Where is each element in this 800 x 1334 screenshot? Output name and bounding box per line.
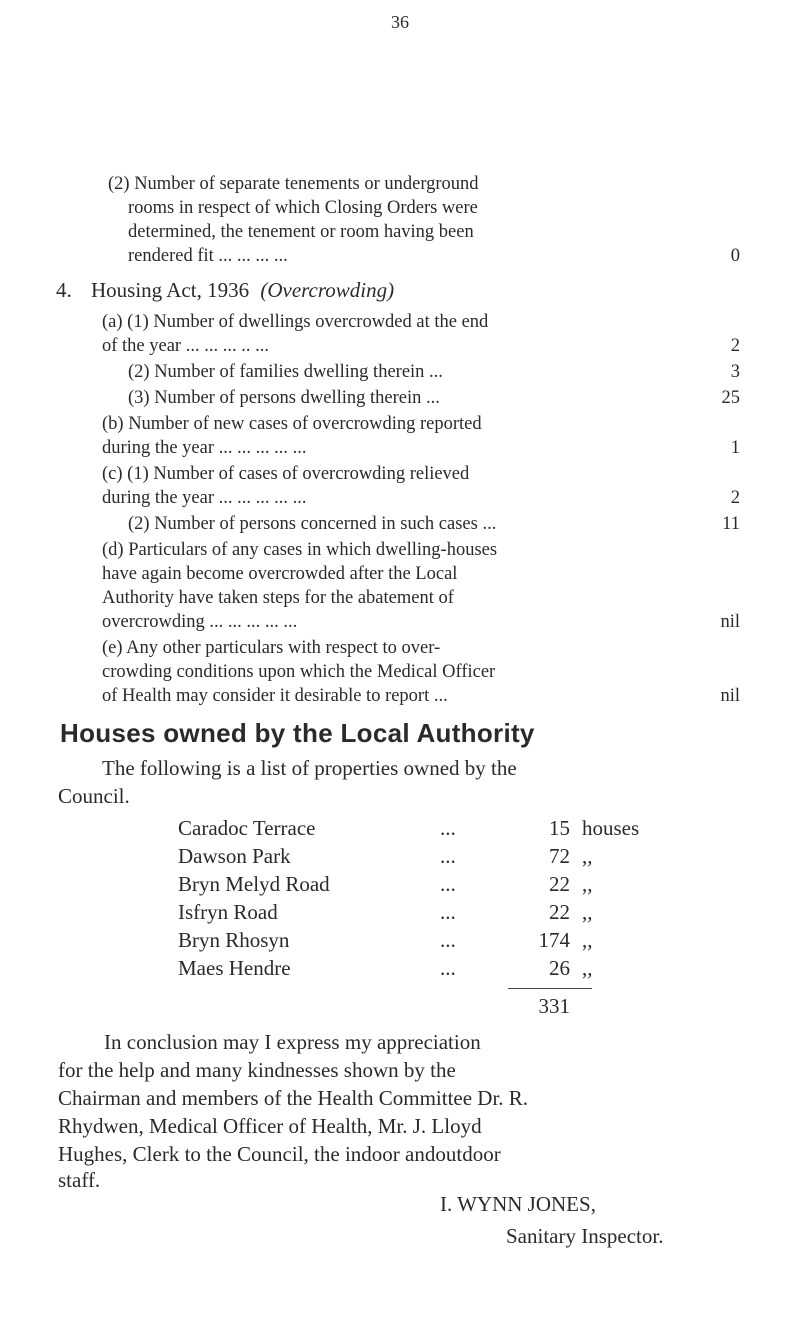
houses-intro-line-1: The following is a list of properties owned by the [102,756,517,780]
conclusion-line-3: Chairman and members of the Health Committee Dr. R. [58,1086,529,1110]
property-name: Bryn Melyd Road [178,872,330,896]
property-unit: houses [582,816,640,840]
property-count: 15 [549,816,570,840]
property-count: 174 [538,928,570,952]
conclusion-line-1: In conclusion may I express my appreciation [104,1030,481,1054]
property-count: 22 [549,872,570,896]
property-unit: ,, [582,844,593,868]
d-value: nil [720,612,740,632]
conclusion-line-2: for the help and many kindnesses shown by the [58,1058,456,1082]
c1-value: 2 [730,488,740,508]
houses-heading: Houses owned by the Local Authority [60,718,535,748]
c2-line-1: (2) Number of persons concerned in such cases ... [128,514,497,534]
section-4-heading [56,276,394,304]
signature-title: Sanitary Inspector. [506,1224,664,1248]
houses-total: 331 [538,994,570,1018]
total-rule [508,988,592,989]
a3-line-1: (3) Number of persons dwelling therein ... [128,388,440,408]
a1-line-1: (a) (1) Number of dwellings overcrowded at the end [102,312,489,332]
a3-value: 25 [721,388,740,408]
e-line-2: crowding conditions upon which the Medical Officer [102,662,496,682]
conclusion-line-5: Hughes, Clerk to the Council, the indoor andoutdoor [58,1142,501,1166]
a1-line-2: of the year ... ... ... .. ... [102,336,269,356]
property-unit: ,, [582,900,593,924]
item-2-value: 0 [730,246,740,266]
a1-value: 2 [730,336,740,356]
item-2-line-4: rendered fit ... ... ... ... [128,246,288,266]
b-value: 1 [730,438,740,458]
d-line-1: (d) Particulars of any cases in which dwelling-houses [102,540,498,560]
c2-value: 11 [722,514,740,534]
section-4-number: 4. [56,278,72,302]
property-count: 72 [549,844,570,868]
property-name: Maes Hendre [178,956,291,980]
property-name: Isfryn Road [178,900,278,924]
c1-line-1: (c) (1) Number of cases of overcrowding relieved [102,464,470,484]
property-row [0,954,800,982]
e-line-1: (e) Any other particulars with respect to over- [102,638,441,658]
signature-name: I. WYNN JONES, [440,1192,596,1216]
a2-value: 3 [730,362,740,382]
e-line-3: of Health may consider it desirable to report ... [102,686,448,706]
property-count: 22 [549,900,570,924]
property-unit: ,, [582,956,593,980]
property-name: Bryn Rhosyn [178,928,290,952]
houses-intro-line-2: Council. [58,784,130,808]
property-row [0,870,800,898]
property-unit: ,, [582,872,593,896]
section-4-subtitle: (Overcrowding) [260,278,395,302]
property-dots: ... [440,872,456,896]
e-value: nil [720,686,740,706]
property-name: Caradoc Terrace [178,816,316,840]
property-dots: ... [440,956,456,980]
property-row [0,814,800,842]
a2-line-1: (2) Number of families dwelling therein ... [128,362,443,382]
property-row [0,842,800,870]
d-line-2: have again become overcrowded after the Local [102,564,458,584]
item-2-line-1: (2) Number of separate tenements or underground [108,174,479,194]
property-dots: ... [440,844,456,868]
property-row [0,898,800,926]
property-row [0,926,800,954]
conclusion-line-4: Rhydwen, Medical Officer of Health, Mr. J. Lloyd [58,1114,482,1138]
b-line-1: (b) Number of new cases of overcrowding reported [102,414,482,434]
property-name: Dawson Park [178,844,291,868]
section-4-title: Housing Act, 1936 [91,278,250,302]
item-2-line-2: rooms in respect of which Closing Orders were [128,198,478,218]
item-2-line-3: determined, the tenement or room having been [128,222,474,242]
d-line-3: Authority have taken steps for the abatement of [102,588,454,608]
property-unit: ,, [582,928,593,952]
conclusion-line-6: staff. [58,1168,101,1192]
b-line-2: during the year ... ... ... ... ... [102,438,307,458]
property-dots: ... [440,900,456,924]
property-count: 26 [549,956,570,980]
property-dots: ... [440,928,456,952]
d-line-4: overcrowding ... ... ... ... ... [102,612,298,632]
page-number: 36 [391,12,409,32]
c1-line-2: during the year ... ... ... ... ... [102,488,307,508]
property-dots: ... [440,816,456,840]
